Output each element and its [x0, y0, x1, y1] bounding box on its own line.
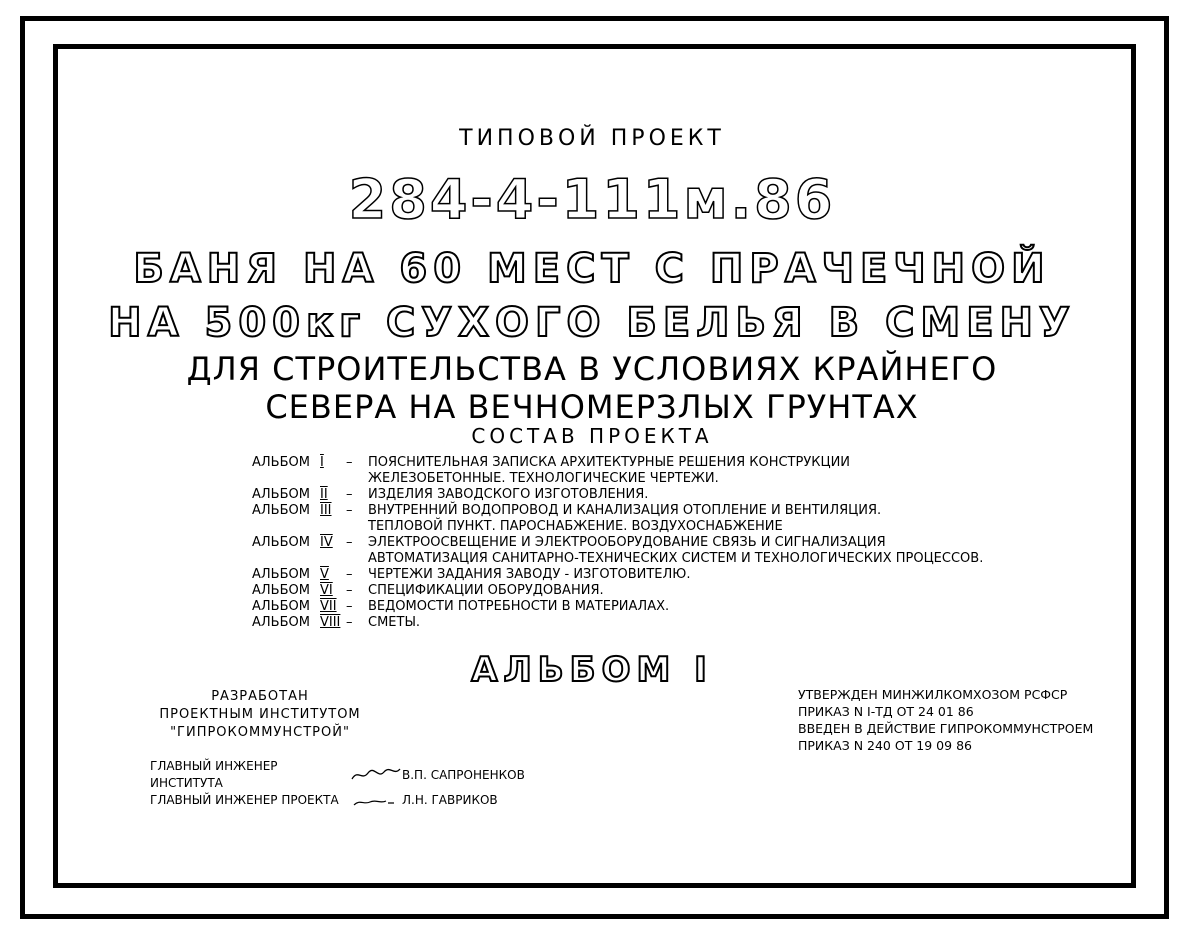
album-description: ПОЯСНИТЕЛЬНАЯ ЗАПИСКА АРХИТЕКТУРНЫЕ РЕШЕНИЯ КОНСТРУКЦИИ: [368, 455, 851, 470]
album-number: III: [320, 503, 332, 518]
signature-role: ГЛАВНЫЙ ИНЖЕНЕР ПРОЕКТА: [150, 793, 339, 807]
album-number: VIII: [320, 615, 341, 630]
signature-mark: [350, 793, 402, 809]
album-dash: –: [346, 599, 353, 614]
album-list: [252, 455, 983, 631]
album-dash: –: [346, 535, 353, 550]
developer-line-2: ПРОЕКТНЫМ ИНСТИТУТОМ: [159, 707, 361, 722]
album-row: [252, 503, 983, 519]
album-description: СМЕТЫ.: [368, 615, 421, 630]
album-label: АЛЬБОМ: [252, 535, 310, 550]
album-row: [252, 471, 983, 487]
album-description: СПЕЦИФИКАЦИИ ОБОРУДОВАНИЯ.: [368, 583, 604, 598]
album-number: I: [320, 455, 324, 470]
album-label: АЛЬБОМ: [252, 599, 310, 614]
document-type: ТИПОВОЙ ПРОЕКТ: [459, 126, 725, 151]
signature-name: Л.Н. ГАВРИКОВ: [402, 793, 498, 807]
album-row: [252, 583, 983, 599]
album-description: ВНУТРЕННИЙ ВОДОПРОВОД И КАНАЛИЗАЦИЯ ОТОПЛЕНИЕ И ВЕНТИЛЯЦИЯ.: [368, 503, 882, 518]
album-row: [252, 551, 983, 567]
title-line-2: НА 500кг СУХОГО БЕЛЬЯ В СМЕНУ: [108, 300, 1076, 346]
approval-line-1: УТВЕРЖДЕН МИНЖИЛКОМХОЗОМ РСФСР: [798, 687, 1068, 702]
project-code: 284-4-111м.86: [348, 168, 836, 231]
album-label: АЛЬБОМ: [252, 503, 310, 518]
developer-block: [150, 688, 370, 742]
title-line-1: БАНЯ НА 60 МЕСТ С ПРАЧЕЧНОЙ: [133, 246, 1051, 292]
approval-line-3: ВВЕДЕН В ДЕЙСТВИЕ ГИПРОКОММУНСТРОЕМ: [798, 721, 1094, 736]
album-row: [252, 455, 983, 471]
album-description: ЧЕРТЕЖИ ЗАДАНИЯ ЗАВОДУ - ИЗГОТОВИТЕЛЮ.: [368, 567, 691, 582]
approval-block: [798, 686, 1093, 754]
album-number: V: [320, 567, 329, 582]
approval-line-2: ПРИКАЗ N I-ТД ОТ 24 01 86: [798, 704, 974, 719]
signature-role: ГЛАВНЫЙ ИНЖЕНЕР ИНСТИТУТА: [150, 759, 278, 790]
signature-row: [150, 758, 525, 792]
album-row: [252, 567, 983, 583]
album-row: [252, 487, 983, 503]
title-line-4: СЕВЕРА НА ВЕЧНОМЕРЗЛЫХ ГРУНТАХ: [265, 388, 919, 426]
album-description: АВТОМАТИЗАЦИЯ САНИТАРНО-ТЕХНИЧЕСКИХ СИСТЕМ И ТЕХНОЛОГИЧЕСКИХ ПРОЦЕССОВ.: [368, 551, 984, 566]
title-line-3: ДЛЯ СТРОИТЕЛЬСТВА В УСЛОВИЯХ КРАЙНЕГО: [186, 350, 998, 388]
album-description: ВЕДОМОСТИ ПОТРЕБНОСТИ В МАТЕРИАЛАХ.: [368, 599, 670, 614]
signature-name: В.П. САПРОНЕНКОВ: [402, 767, 525, 782]
album-dash: –: [346, 583, 353, 598]
developer-line-1: РАЗРАБОТАН: [211, 689, 309, 704]
current-album: АЛЬБОМ I: [471, 650, 713, 690]
album-label: АЛЬБОМ: [252, 583, 310, 598]
album-number: VI: [320, 583, 333, 598]
developer-line-3: "ГИПРОКОММУНСТРОЙ": [170, 725, 350, 740]
album-description: ИЗДЕЛИЯ ЗАВОДСКОГО ИЗГОТОВЛЕНИЯ.: [368, 487, 649, 502]
album-label: АЛЬБОМ: [252, 567, 310, 582]
album-label: АЛЬБОМ: [252, 615, 310, 630]
approval-line-4: ПРИКАЗ N 240 ОТ 19 09 86: [798, 738, 972, 753]
album-number: VII: [320, 599, 337, 614]
composition-heading: СОСТАВ ПРОЕКТА: [471, 424, 713, 448]
signature-mark: [350, 767, 402, 783]
album-number: II: [320, 487, 328, 502]
album-dash: –: [346, 503, 353, 518]
album-number: IV: [320, 535, 333, 550]
album-dash: –: [346, 487, 353, 502]
album-dash: –: [346, 567, 353, 582]
album-row: [252, 519, 983, 535]
album-description: ЖЕЛЕЗОБЕТОННЫЕ. ТЕХНОЛОГИЧЕСКИЕ ЧЕРТЕЖИ.: [368, 471, 719, 486]
signature-row: [150, 792, 525, 809]
album-dash: –: [346, 455, 353, 470]
album-label: АЛЬБОМ: [252, 487, 310, 502]
signature-block: [150, 758, 525, 809]
album-row: [252, 599, 983, 615]
album-description: ТЕПЛОВОЙ ПУНКТ. ПАРОСНАБЖЕНИЕ. ВОЗДУХОСНАБЖЕНИЕ: [368, 519, 783, 534]
album-label: АЛЬБОМ: [252, 455, 310, 470]
album-description: ЭЛЕКТРООСВЕЩЕНИЕ И ЭЛЕКТРООБОРУДОВАНИЕ СВЯЗЬ И СИГНАЛИЗАЦИЯ: [368, 535, 886, 550]
album-row: [252, 535, 983, 551]
album-row: [252, 615, 983, 631]
album-dash: –: [346, 615, 353, 630]
